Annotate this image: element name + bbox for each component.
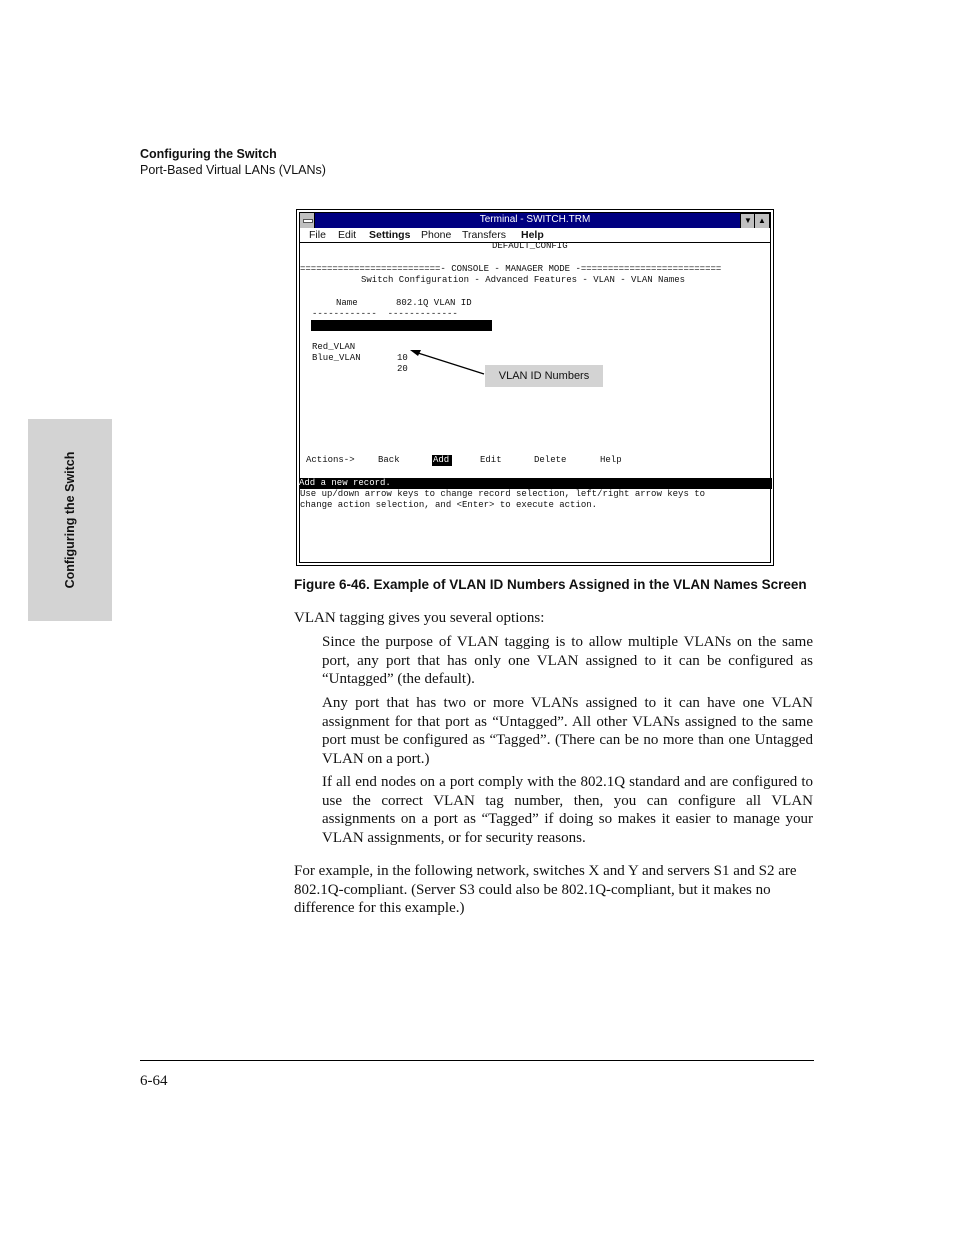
option-paragraph: If all end nodes on a port comply with the 802.1Q standard and are configured to use the correct VLAN tag number, then, you can configure all VLAN assignments on a port as “Tagged” if doing so makes it easier to manage your VLAN assignments, or for security reasons.	[322, 774, 813, 847]
terminal-title: Terminal - SWITCH.TRM	[479, 214, 591, 225]
vlan-id: 20	[397, 364, 408, 374]
vlan-id: 10	[397, 353, 408, 363]
action-edit[interactable]: Edit	[480, 455, 502, 465]
option-paragraph: Since the purpose of VLAN tagging is to allow multiple VLANs on the same port, any port that has only one VLAN assigned to it can be configured as “Untagged” (the default).	[322, 634, 813, 688]
vlan-id: 1	[397, 342, 403, 352]
column-header-vlan-id: 802.1Q VLAN ID	[396, 298, 472, 308]
page-number: 6-64	[140, 1073, 168, 1089]
chapter-side-tab-label: Configuring the Switch	[63, 451, 77, 589]
action-add[interactable]: Add	[432, 455, 452, 466]
intro-paragraph: VLAN tagging gives you several options:	[294, 610, 545, 626]
menu-phone[interactable]: Phone	[421, 229, 452, 241]
actions-label: Actions->	[306, 455, 355, 465]
action-help[interactable]: Help	[600, 455, 622, 465]
example-paragraph: For example, in the following network, switches X and Y and servers S1 and S2 are 802.1Q-compliant. (Server S3 could also be 802.1Q-compliant, but it makes no difference for this example.)	[294, 863, 797, 917]
action-back[interactable]: Back	[378, 455, 400, 465]
menu-edit[interactable]: Edit	[338, 229, 357, 241]
minimize-icon[interactable]: ▼	[740, 213, 756, 229]
running-header-subtitle: Port-Based Virtual LANs (VLANs)	[140, 163, 326, 177]
maximize-icon[interactable]: ▲	[754, 213, 770, 229]
menu-file[interactable]: File	[309, 229, 326, 241]
vlan-id-callout: VLAN ID Numbers	[485, 365, 603, 387]
running-header-title: Configuring the Switch	[140, 147, 277, 161]
menu-transfers[interactable]: Transfers	[462, 229, 506, 241]
vlan-name: DEFAULT_VLAN	[312, 331, 377, 341]
config-name: DEFAULT_CONFIG	[492, 241, 568, 251]
option-paragraph: Any port that has two or more VLANs assigned to it can have one VLAN assignment for that port as “Untagged”. All other VLANs assigned to the same port must be configured as “Tagged”. (There can be no more than one Untagged VLAN on a port.)	[322, 695, 813, 768]
screen-breadcrumb: Switch Configuration - Advanced Features - VLAN - VLAN Names	[361, 275, 686, 285]
mode-line: ==========================- CONSOLE - MANAGER MODE -==========================	[300, 264, 722, 274]
menu-settings[interactable]: Settings	[369, 229, 411, 241]
figure-caption: Figure 6-46. Example of VLAN ID Numbers Assigned in the VLAN Names Screen	[294, 577, 807, 592]
action-delete[interactable]: Delete	[534, 455, 567, 465]
column-separator: ------------ -------------	[312, 309, 458, 319]
footer-rule	[140, 1060, 814, 1061]
vlan-name: Red_VLAN	[312, 342, 356, 352]
help-line-2: change action selection, and <Enter> to execute action.	[300, 500, 598, 510]
status-line: Add a new record.	[299, 478, 772, 489]
column-header-name: Name	[336, 298, 358, 308]
help-line-1: Use up/down arrow keys to change record selection, left/right arrow keys to	[300, 489, 706, 499]
vlan-name: Blue_VLAN	[312, 353, 361, 363]
menu-help[interactable]: Help	[521, 229, 544, 241]
